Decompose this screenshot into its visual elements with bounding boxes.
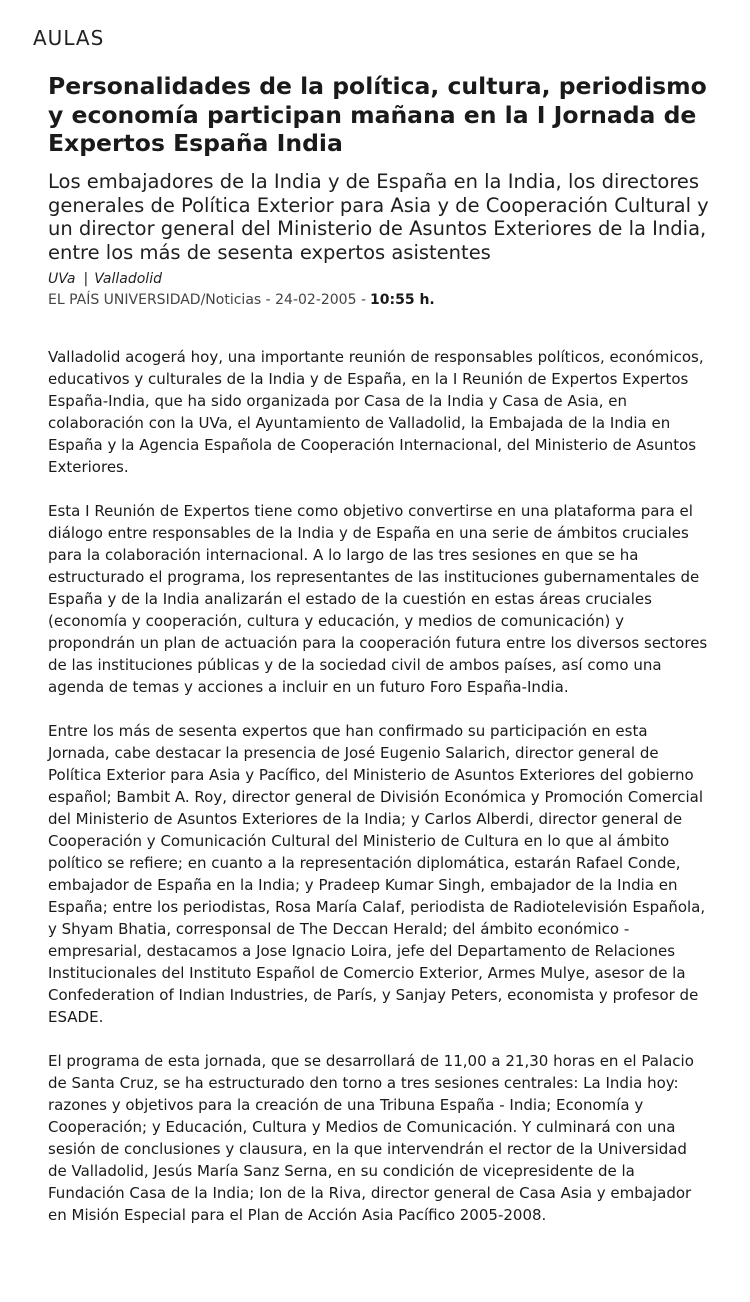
article-paragraph: Valladolid acogerá hoy, una importante reunión de responsables políticos, económicos, educativos y culturales de la India y de España, en la I Reunión de Expertos Expertos España-India, que ha sido organizada por Casa de la India y Casa de Asia, en colaboración con la UVa, el Ayuntamiento de Valladolid, la Embajada de la India en España y la Agencia Española de Cooperación Internacional, del Ministerio de Asuntos Exteriores. <box>48 348 704 476</box>
byline-separator: | <box>83 271 89 287</box>
dateline-time: 10:55 h. <box>370 292 435 308</box>
article-paragraph: Esta I Reunión de Expertos tiene como objetivo convertirse en una plataforma para el diálogo entre responsables de la India y de España en una serie de ámbitos cruciales para la colaboración internacional. A lo largo de las tres sesiones en que se ha estructurado el programa, los representantes de las instituciones gubernamentales de España y de la India analizarán el estado de la cuestión en estas áreas cruciales (economía y cooperación, cultura y educación, y medios de comunicación) y propondrán un plan de actuación para la cooperación futura entre los diversos sectores de las instituciones públicas y de la sociedad civil de ambos países, así como una agenda de temas y acciones a incluir en un futuro Foro España-India. <box>48 502 708 696</box>
dateline <box>48 292 435 308</box>
article-paragraph: Entre los más de sesenta expertos que han confirmado su participación en esta Jornada, cabe destacar la presencia de José Eugenio Salarich, director general de Política Exterior para Asia y Pacífico, del Ministerio de Asuntos Exteriores del gobierno español; Bambit A. Roy, director general de División Económica y Promoción Comercial del Ministerio de Asuntos Exteriores de la India; y Carlos Alberdi, director general de Cooperación y Comunicación Cultural del Ministerio de Cultura en lo que al ámbito político se refiere; en cuanto a la representación diplomática, estarán Rafael Conde, embajador de España en la India; y Pradeep Kumar Singh, embajador de la India en España; entre los periodistas, Rosa María Calaf, periodista de Radiotelevisión Española, y Shyam Bhatia, corresponsal de The Deccan Herald; del ámbito económico - empresarial, destacamos a Jose Ignacio Loira, jefe del Departamento de Relaciones Institucionales del Instituto Español de Comercio Exterior, Armes Mulye, asesor de la Confederation of Indian Industries, de París, y Sanjay Peters, economista y profesor de ESADE. <box>48 722 706 1026</box>
byline-author: UVa <box>48 271 76 287</box>
article-paragraph: El programa de esta jornada, que se desarrollará de 11,00 a 21,30 horas en el Palacio de Santa Cruz, se ha estructurado den torno a tres sesiones centrales: La India hoy: razones y objetivos para la creación de una Tribuna España - India; Economía y Cooperación; y Educación, Cultura y Medios de Comunicación. Y culminará con una sesión de conclusiones y clausura, en la que intervendrán el rector de la Universidad de Valladolid, Jesús María Sanz Serna, en su condición de vicepresidente de la Fundación Casa de la India; Ion de la Riva, director general de Casa Asia y embajador en Misión Especial para el Plan de Acción Asia Pacífico 2005-2008. <box>48 1052 694 1224</box>
dateline-source: EL PAÍS UNIVERSIDAD/Noticias - 24-02-2005 - <box>48 292 367 308</box>
subheadline: Los embajadores de la India y de España en la India, los directores generales de Política Exterior para Asia y de Cooperación Cultural y un director general del Ministerio de Asuntos Exteriores de la India, entre los más de sesenta expertos asistentes <box>48 170 709 264</box>
byline-location: Valladolid <box>94 271 162 287</box>
headline: Personalidades de la política, cultura, periodismo y economía participan mañana en la I Jornada de Expertos España India <box>48 72 707 157</box>
section-label: AULAS <box>33 26 105 50</box>
byline <box>48 271 162 287</box>
article-body <box>48 346 708 1248</box>
